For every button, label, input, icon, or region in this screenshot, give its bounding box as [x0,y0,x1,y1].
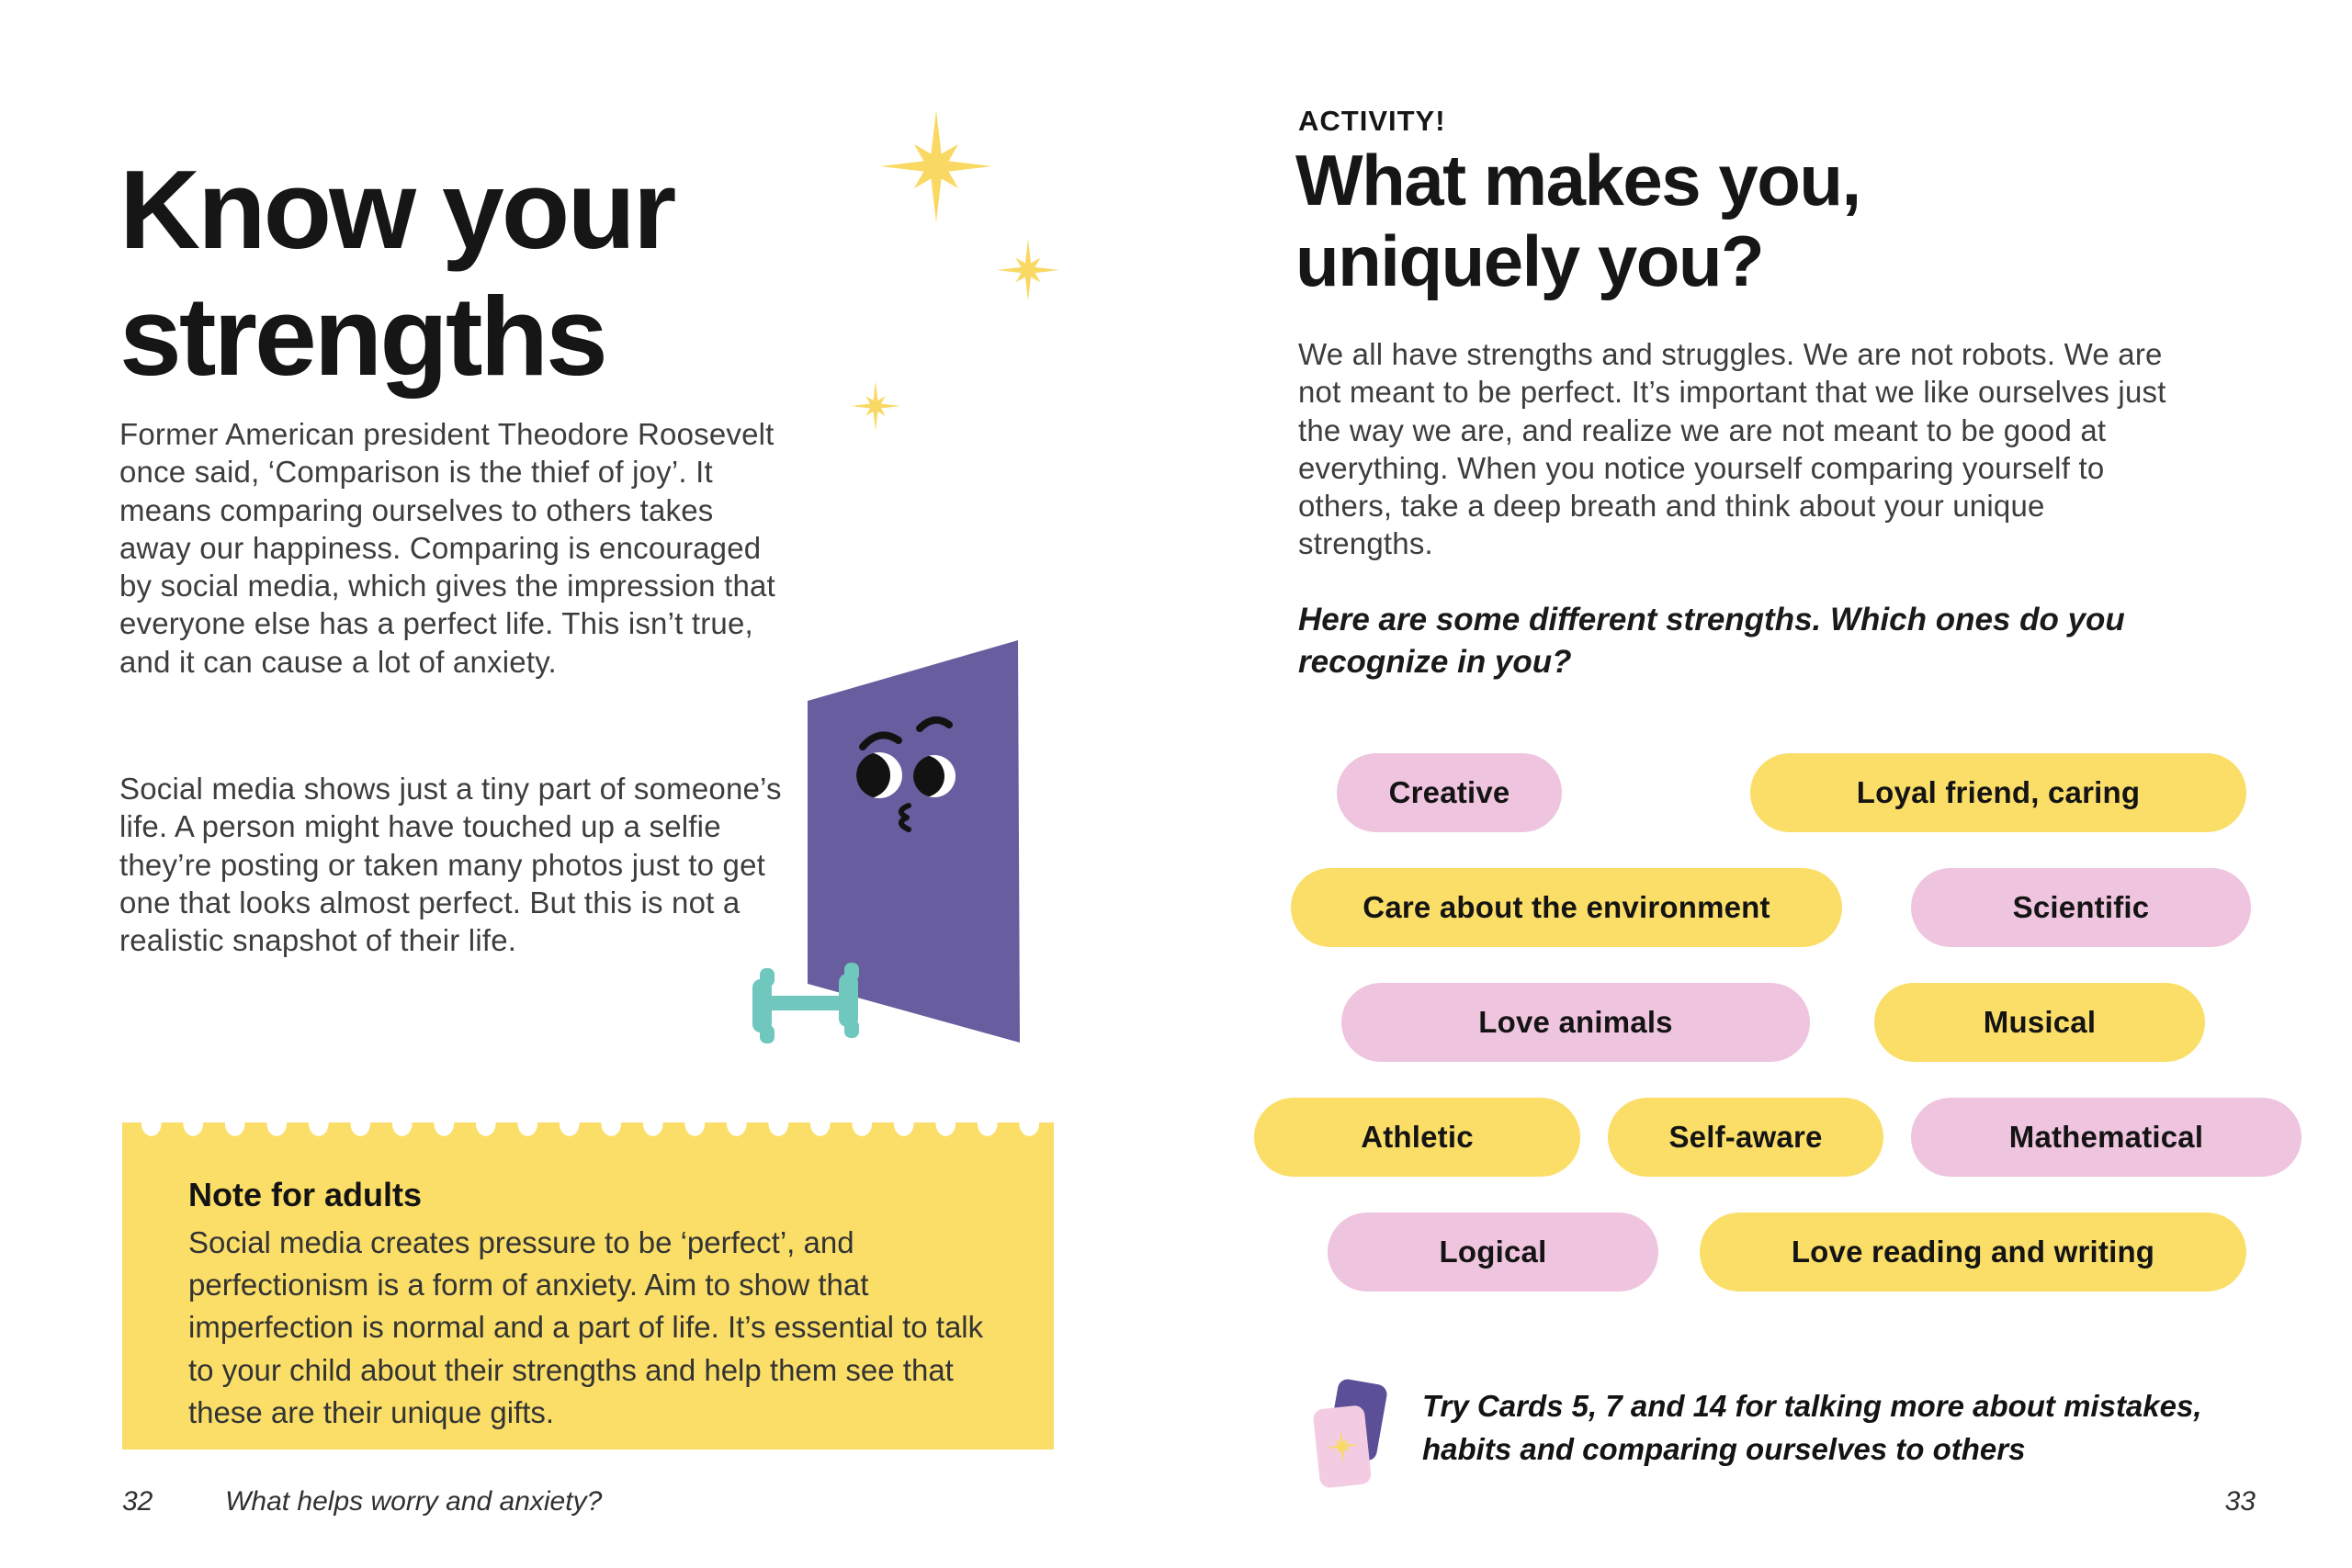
page-number-left: 32 [122,1486,153,1517]
cards-tip-text: Try Cards 5, 7 and 14 for talking more about mistakes, habits and comparing ourselves to others [1422,1389,2202,1466]
pill-row [1328,1213,2315,1292]
star-icon [880,110,992,222]
strength-pill: Love animals [1341,983,1810,1062]
star-icon [997,239,1059,301]
activity-kicker: ACTIVITY! [1298,105,1446,137]
pill-row [1337,753,2315,832]
note-body: Social media creates pressure to be ‘perfect’, and perfectionism is a form of anxiety. Aim to show that imperfection is normal and a part of life. It’s essential to talk to your child about their strengths and help them see that these are their unique gifts. [188,1225,984,1429]
running-footer-title: What helps worry and anxiety? [225,1486,603,1517]
page-number-right: 33 [2224,1486,2256,1517]
left-paragraph-1: Former American president Theodore Roosevelt once said, ‘Comparison is the thief of joy’. It means comparing ourselves to others takes away our happiness. Comparing is encouraged by social media, which gives the impression that everyone else has a perfect life. This isn’t true, and it can cause a lot of anxiety. [119,417,775,679]
activity-title: What makes you, uniquely you? [1295,140,1860,302]
strength-pill: Self-aware [1608,1098,1883,1177]
strength-pill: Athletic [1254,1098,1580,1177]
dumbbell-icon [750,961,865,1047]
strength-pill: Logical [1328,1213,1658,1292]
pill-row [1254,1098,2315,1177]
star-icon [851,381,900,431]
note-heading: Note for adults [188,1176,423,1213]
strengths-question: Here are some different strengths. Which ones do you recognize in you? [1298,602,2125,680]
strengths-pill-grid [1250,753,2315,1327]
right-intro-paragraph: We all have strengths and struggles. We are not robots. We are not meant to be perfect. It’s important that we like ourselves just the way we are, and realize we are not meant to be good at everything. When you notice yourself comparing yourself to others, take a deep breath and think about your unique strengths. [1298,337,2166,561]
strength-pill: Musical [1874,983,2205,1062]
strength-pill: Mathematical [1911,1098,2301,1177]
strength-pill: Loyal friend, caring [1750,753,2246,832]
pill-row [1341,983,2315,1062]
note-for-adults-box [122,1122,1054,1450]
strength-pill: Creative [1337,753,1562,832]
pill-row [1291,868,2315,947]
strength-pill: Care about the environment [1291,868,1842,947]
strength-pill: Scientific [1911,868,2251,947]
left-paragraph-2: Social media shows just a tiny part of someone’s life. A person might have touched up a selfie they’re posting or taken many photos just to get one that looks almost perfect. But this is not a realistic snapshot of their life. [119,772,782,957]
left-footer [122,1486,602,1517]
cards-icon [1305,1376,1400,1495]
page-title: Know your strengths [119,146,674,399]
strength-pill: Love reading and writing [1700,1213,2246,1292]
